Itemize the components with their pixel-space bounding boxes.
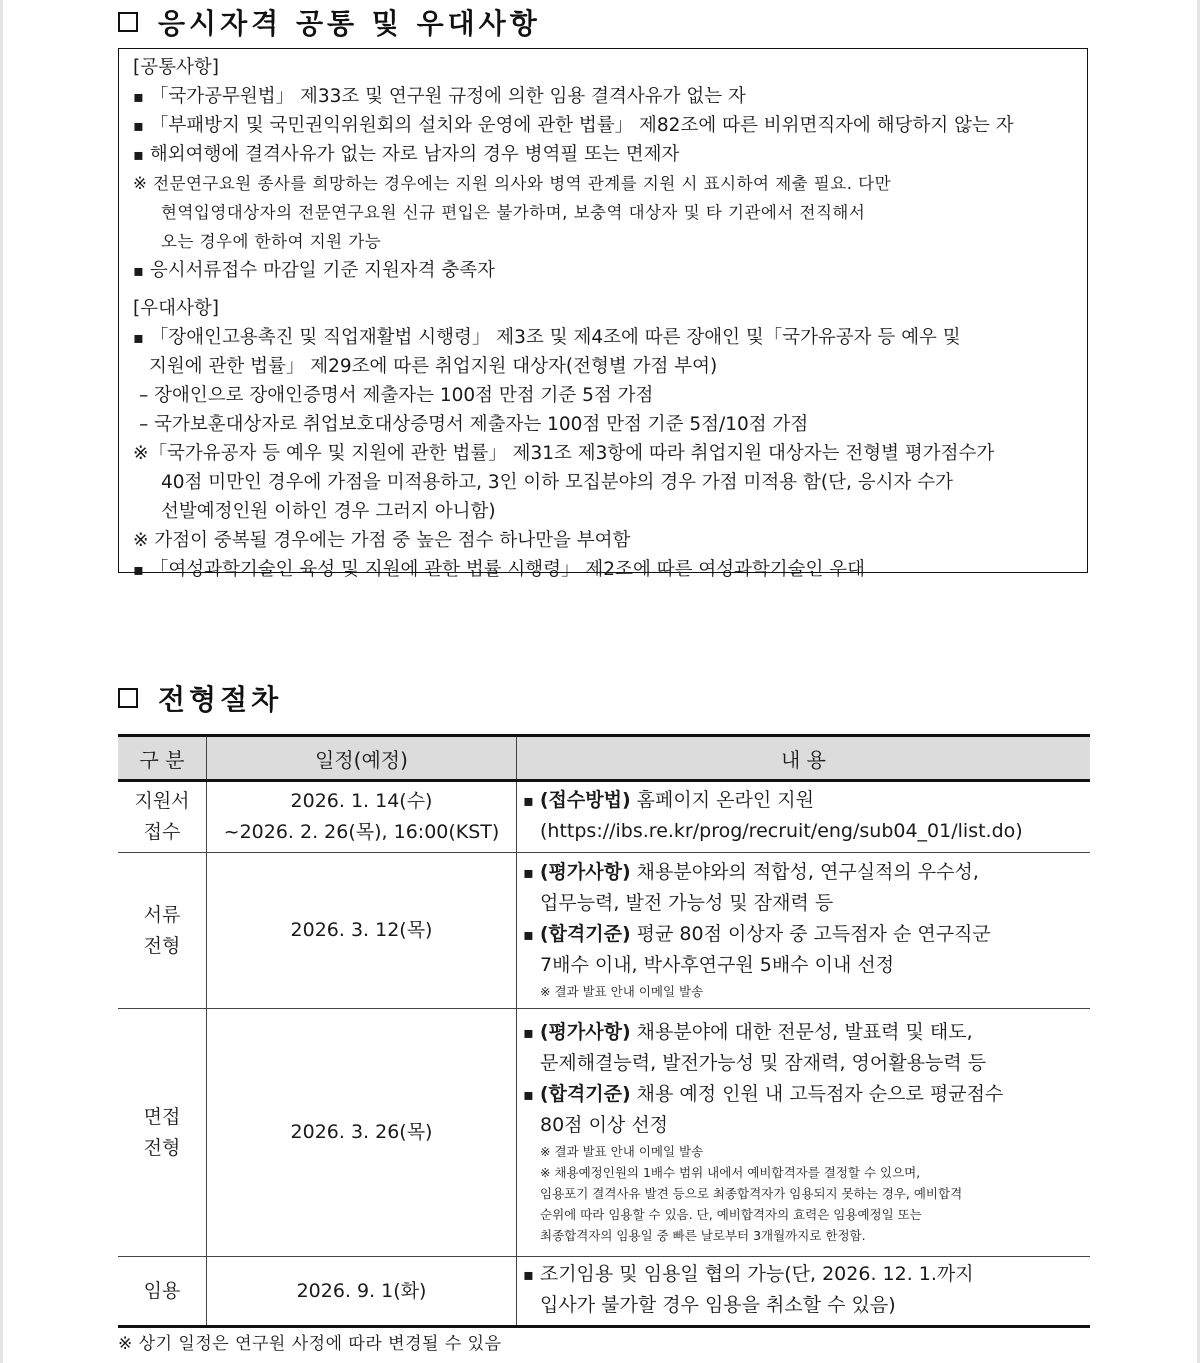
table-row — [118, 1009, 1090, 1257]
pref-note: ※「국가유공자 등 예우 및 지원에 관한 법률」 제31조 제3항에 따라 취업지원 대상자는 전형별 평가점수가 — [133, 443, 995, 464]
common-label: [공통사항] — [133, 57, 219, 78]
common-note: ※ 전문연구요원 종사를 희망하는 경우에는 지원 의사와 병역 관계를 지원 시 표시하여 제출 필요. 다만 — [133, 174, 892, 193]
row-date: 2026. 3. 26(목) — [207, 1009, 517, 1257]
row-content: ▪ (접수방법) 홈페이지 온라인 지원 (https://ibs.re.kr/prog/recruit/eng/sub04_01/list.do) — [517, 781, 1091, 853]
row-content: ▪ (평가사항) 채용분야와의 적합성, 연구실적의 우수성, 업무능력, 발전 가능성 및 잠재력 등 ▪ (합격기준) 평균 80점 이상자 중 고득점자 순 연구직군 7배수 이내, 박사후연구원 5배수 이내 선정 ※ 결과 발표 안내 이메일 발송 — [517, 853, 1091, 1009]
common-item: ▪ 해외여행에 결격사유가 없는 자로 남자의 경우 병역필 또는 면제자 — [133, 140, 1081, 169]
header-category: 구 분 — [118, 736, 207, 781]
row-content: ▪ 조기임용 및 임용일 협의 가능(단, 2026. 12. 1.까지 입사가 불가할 경우 임용을 취소할 수 있음) — [517, 1257, 1091, 1327]
row-category: 면접 전형 — [118, 1009, 207, 1257]
row-date: 2026. 1. 14(수) ~2026. 2. 26(목), 16:00(KST) — [207, 781, 517, 853]
page-edge-left — [0, 0, 3, 1363]
schedule-footnote: ※ 상기 일정은 연구원 사정에 따라 변경될 수 있음 — [118, 1334, 502, 1354]
pref-item: ▪ 「장애인고용촉진 및 직업재활법 시행령」 제3조 및 제4조에 따른 장애인 및「국가유공자 등 예우 및 — [133, 323, 1081, 352]
row-date: 2026. 9. 1(화) — [207, 1257, 517, 1327]
table-row — [118, 853, 1090, 1009]
common-item: ▪ 응시서류접수 마감일 기준 지원자격 충족자 — [133, 256, 1081, 285]
row-content: ▪ (평가사항) 채용분야에 대한 전문성, 발표력 및 태도, 문제해결능력, 발전가능성 및 잠재력, 영어활용능력 등 ▪ (합격기준) 채용 예정 인원 내 고득점자 순으로 평균점수 80점 이상 선정 ※ 결과 발표 안내 이메일 발송 ※ 채용예정인원의 1배수 범위 내에서 예비합격자를 결정할 수 있으며, 임용포기 결격사유 발견 등으로 최종합격자가 임용되지 못하는 경우, 예비합격 순위에 따라 임용할 수 있음. 단, 예비합격자의 효력은 임용예정일 또는 최종합격자의 임용일 중 빠른 날로부터 3개월까지로 한정함. — [517, 1009, 1091, 1257]
pref-dash: – 장애인으로 장애인증명서 제출자는 100점 만점 기준 5점 가점 — [139, 385, 654, 406]
pref-item: ▪ 「여성과학기술인 육성 및 지원에 관한 법률 시행령」 제2조에 따른 여성과학기술인 우대 — [133, 555, 1081, 584]
header-content: 내 용 — [517, 736, 1091, 781]
pref-note: ※ 가점이 중복될 경우에는 가점 중 높은 점수 하나만을 부여함 — [133, 530, 631, 551]
pref-label: [우대사항] — [133, 298, 219, 319]
table-row — [118, 781, 1090, 853]
table-row — [118, 1257, 1090, 1327]
row-category: 지원서 접수 — [118, 781, 207, 853]
section-title-procedure — [118, 678, 282, 718]
qualifications-box — [118, 48, 1088, 580]
pref-note: 40점 미만인 경우에 가점을 미적용하고, 3인 이하 모집분야의 경우 가점 미적용 함(단, 응시자 수가 — [161, 472, 953, 493]
checkbox-square-icon — [118, 688, 138, 708]
row-category: 서류 전형 — [118, 853, 207, 1009]
procedure-table — [118, 734, 1090, 1328]
section-title-text: 응시자격 공통 및 우대사항 — [158, 7, 541, 40]
header-schedule: 일정(예정) — [207, 736, 517, 781]
common-item: ▪ 「부패방지 및 국민권익위원회의 설치와 운영에 관한 법률」 제82조에 따른 비위면직자에 해당하지 않는 자 — [133, 111, 1081, 140]
checkbox-square-icon — [118, 12, 138, 32]
table-header-row — [118, 736, 1090, 781]
common-note: 오는 경우에 한하여 지원 가능 — [161, 232, 382, 251]
pref-dash: – 국가보훈대상자로 취업보호대상증명서 제출자는 100점 만점 기준 5점/10점 가점 — [139, 414, 809, 435]
section-title-text: 전형절차 — [158, 683, 283, 716]
pref-item-cont: 지원에 관한 법률」 제29조에 따른 취업지원 대상자(전형별 가점 부여) — [149, 356, 718, 377]
common-item: ▪ 「국가공무원법」 제33조 및 연구원 규정에 의한 임용 결격사유가 없는 자 — [133, 82, 1081, 111]
pref-note: 선발예정인원 이하인 경우 그러지 아니함) — [161, 501, 496, 522]
row-date: 2026. 3. 12(목) — [207, 853, 517, 1009]
row-category: 임용 — [118, 1257, 207, 1327]
section-title-qualifications — [118, 2, 541, 42]
common-note: 현역입영대상자의 전문연구요원 신규 편입은 불가하며, 보충역 대상자 및 타 기관에서 전직해서 — [161, 203, 866, 222]
